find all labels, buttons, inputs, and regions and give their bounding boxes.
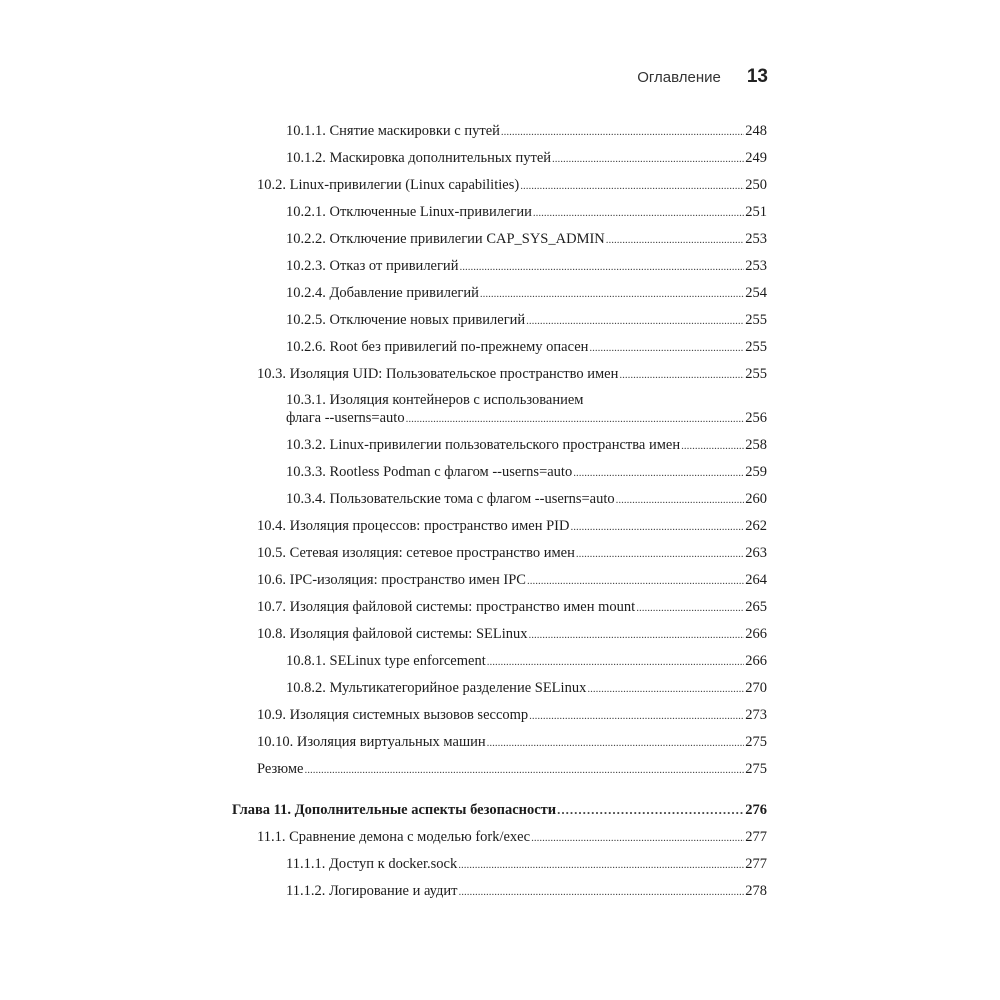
toc-entry-page: 264 (745, 572, 767, 588)
toc-leader-dots (571, 517, 745, 537)
toc-leader-dots (552, 149, 744, 169)
toc-entry-label: Глава 11. Дополнительные аспекты безопасности (232, 802, 557, 818)
toc-entry (257, 827, 767, 847)
toc-entry-label: 10.2. Linux-привилегии (Linux capabilities) (257, 177, 520, 193)
toc-leader-dots (619, 365, 744, 385)
toc-entry-page: 266 (745, 653, 767, 669)
toc-leader-dots (520, 176, 744, 196)
toc-leader-dots (527, 571, 744, 591)
toc-entry-page: 270 (745, 680, 767, 696)
toc-entry (257, 732, 767, 752)
toc-entry (286, 435, 767, 455)
toc-entry (257, 624, 767, 644)
toc-leader-dots (557, 800, 744, 820)
toc-entry (286, 337, 767, 357)
toc-entry-page: 253 (745, 258, 767, 274)
toc-entry-page: 275 (745, 761, 767, 777)
toc-entry-label: 10.1.2. Маскировка дополнительных путей (286, 150, 552, 166)
toc-entry-page: 277 (745, 829, 767, 845)
toc-entry-page: 255 (745, 312, 767, 328)
toc-entry-label: 10.2.6. Root без привилегий по-прежнему опасен (286, 339, 589, 355)
toc-leader-dots (589, 338, 744, 358)
toc-entry (286, 854, 767, 874)
toc-entry-page: 263 (745, 545, 767, 561)
toc-entry (286, 202, 767, 222)
toc-leader-dots (606, 230, 744, 250)
toc-entry-label: 10.3.2. Linux-привилегии пользовательского пространства имен (286, 437, 681, 453)
toc-entry (286, 678, 767, 698)
toc-leader-dots (480, 284, 744, 304)
toc-entry-page: 277 (745, 856, 767, 872)
toc-leader-dots (526, 311, 744, 331)
toc-entry-page: 260 (745, 491, 767, 507)
toc-leader-dots (587, 679, 744, 699)
toc-entry-page: 249 (745, 150, 767, 166)
toc-entry-label: флага --userns=auto (286, 410, 405, 426)
toc-leader-dots (529, 706, 744, 726)
running-header-title: Оглавление (637, 69, 721, 86)
toc-entry-page: 255 (745, 366, 767, 382)
toc-entry-page: 273 (745, 707, 767, 723)
toc-entry-page: 248 (745, 123, 767, 139)
toc-entry-label: 10.5. Сетевая изоляция: сетевое пространство имен (257, 545, 575, 561)
toc-entry-label: 10.3. Изоляция UID: Пользовательское пространство имен (257, 366, 619, 382)
toc-entry-label: 10.10. Изоляция виртуальных машин (257, 734, 486, 750)
toc-entry-page: 250 (745, 177, 767, 193)
toc-entry-label: 10.1.1. Снятие маскировки с путей (286, 123, 500, 139)
toc-entry-label: 10.6. IPC-изоляция: пространство имен IPC (257, 572, 526, 588)
toc-entry-label: 11.1.1. Доступ к docker.sock (286, 856, 458, 872)
toc-entry-page: 276 (745, 802, 767, 818)
toc-entry (286, 462, 767, 482)
toc-chapter-entry (232, 800, 767, 820)
toc-entry-label: 10.2.3. Отказ от привилегий (286, 258, 459, 274)
toc-leader-dots (681, 436, 744, 456)
toc-leader-dots (487, 733, 745, 753)
toc-entry-label: 10.3.4. Пользовательские тома с флагом --userns=auto (286, 491, 615, 507)
toc-entry-label: 10.9. Изоляция системных вызовов seccomp (257, 707, 529, 723)
toc-entry (286, 881, 767, 901)
toc-leader-dots (576, 544, 744, 564)
toc-entry-page: 275 (745, 734, 767, 750)
toc-leader-dots (459, 257, 744, 277)
toc-entry (286, 256, 767, 276)
toc-leader-dots (529, 625, 745, 645)
toc-entry (257, 364, 767, 384)
toc-entry (257, 175, 767, 195)
toc-entry (286, 489, 767, 509)
toc-entry-label: 10.8. Изоляция файловой системы: SELinux (257, 626, 528, 642)
toc-entry (286, 148, 767, 168)
toc-entry (286, 651, 767, 671)
toc-entry-page: 254 (745, 285, 767, 301)
toc-leader-dots (531, 828, 744, 848)
toc-entry (257, 543, 767, 563)
toc-entry (286, 121, 767, 141)
toc-entry (257, 759, 767, 779)
toc-entry-label: 10.8.1. SELinux type enforcement (286, 653, 486, 669)
page-number: 13 (746, 66, 768, 87)
toc-entry-label: 10.7. Изоляция файловой системы: пространство имен mount (257, 599, 636, 615)
toc-entry-page: 251 (745, 204, 767, 220)
toc-leader-dots (487, 652, 745, 672)
toc-entry-page: 278 (745, 883, 767, 899)
toc-leader-dots (501, 122, 744, 142)
toc-entry (286, 408, 767, 428)
toc-entry-label: 10.2.5. Отключение новых привилегий (286, 312, 526, 328)
toc-leader-dots (533, 203, 744, 223)
toc-entry-label: 11.1. Сравнение демона с моделью fork/exec (257, 829, 531, 845)
toc-entry-label: Резюме (257, 761, 304, 777)
toc-entry-label-line1: 10.3.1. Изоляция контейнеров с использованием (286, 392, 584, 408)
toc-entry-page: 256 (745, 410, 767, 426)
toc-entry-page: 266 (745, 626, 767, 642)
toc-entry (257, 516, 767, 536)
toc-entry-label: 11.1.2. Логирование и аудит (286, 883, 458, 899)
toc-leader-dots (616, 490, 745, 510)
toc-entry-page: 253 (745, 231, 767, 247)
toc-entry-label: 10.2.4. Добавление привилегий (286, 285, 479, 301)
toc-leader-dots (406, 409, 745, 429)
toc-leader-dots (304, 760, 744, 780)
toc-leader-dots (458, 882, 744, 902)
toc-entry-label: 10.8.2. Мультикатегорийное разделение SELinux (286, 680, 587, 696)
toc-leader-dots (636, 598, 744, 618)
toc-entry (257, 705, 767, 725)
toc-entry-label: 10.2.2. Отключение привилегии CAP_SYS_ADMIN (286, 231, 605, 247)
toc-entry-page: 258 (745, 437, 767, 453)
toc-entry-page: 265 (745, 599, 767, 615)
toc-entry-page: 262 (745, 518, 767, 534)
toc-entry-label: 10.4. Изоляция процессов: пространство имен PID (257, 518, 570, 534)
toc-leader-dots (458, 855, 744, 875)
toc-entry-page: 259 (745, 464, 767, 480)
toc-leader-dots (573, 463, 744, 483)
toc-entry (257, 570, 767, 590)
toc-entry-label: 10.3.3. Rootless Podman с флагом --userns=auto (286, 464, 573, 480)
toc-entry (286, 283, 767, 303)
toc-entry (257, 597, 767, 617)
toc-entry-label: 10.2.1. Отключенные Linux-привилегии (286, 204, 532, 220)
toc-entry (286, 310, 767, 330)
toc-entry-page: 255 (745, 339, 767, 355)
toc-entry (286, 229, 767, 249)
